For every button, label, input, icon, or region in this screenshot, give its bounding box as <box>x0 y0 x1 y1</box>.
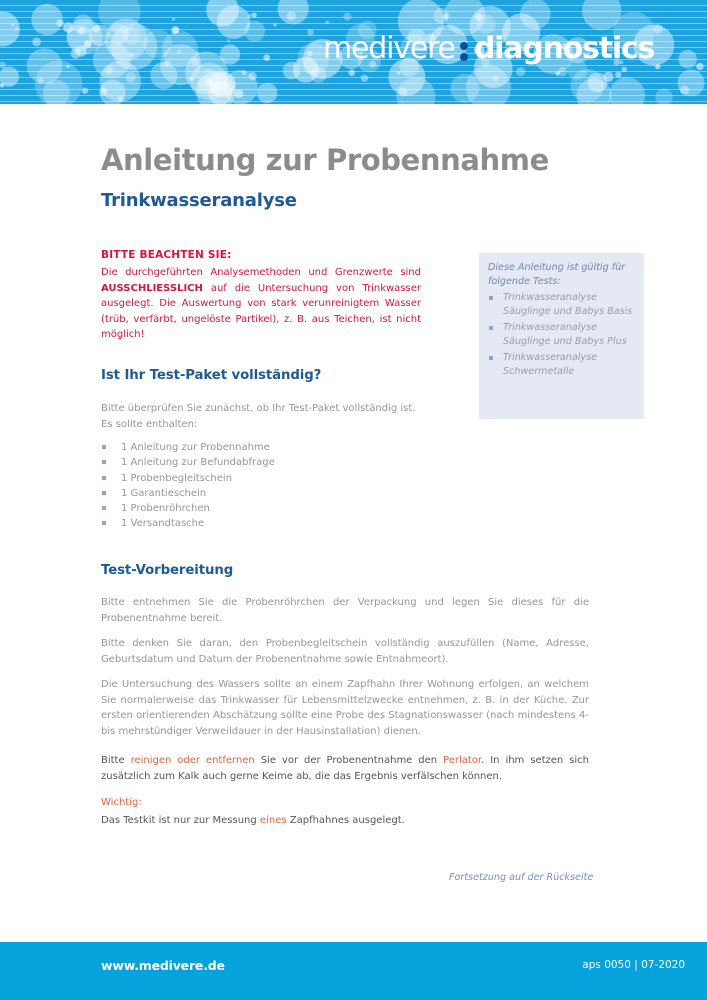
text-part: Zapfhahnes ausgelegt. <box>286 815 405 826</box>
website-link[interactable]: www.medivere.de <box>101 958 225 973</box>
notice-heading: BITTE BEACHTEN SIE: <box>101 249 232 261</box>
highlight-clean-remove: reinigen oder entfernen <box>130 755 255 766</box>
list-item: 1 Probenröhrchen <box>101 501 275 516</box>
bubble <box>244 21 265 42</box>
brand-name: medivere <box>323 30 455 66</box>
important-text <box>101 813 589 829</box>
bubble <box>31 4 62 35</box>
bubble <box>100 88 108 96</box>
highlight-one-tap: eines <box>259 815 287 826</box>
bubble <box>520 0 551 29</box>
bubble <box>82 88 88 94</box>
double-dot-icon <box>460 36 468 61</box>
bubble <box>125 72 135 82</box>
bubble <box>172 18 175 21</box>
bubble <box>263 54 270 61</box>
bubble <box>162 31 198 67</box>
bubble <box>450 74 479 103</box>
document-code: aps 0050 | 07-2020 <box>582 959 685 971</box>
preparation-paragraph-1: Bitte entnehmen Sie die Probenröhrchen der Verpackung und legen Sie dieses für die Probenentnahme bereit. <box>101 597 589 624</box>
bubble <box>615 72 621 78</box>
package-intro-line: Es sollte enthalten: <box>101 418 198 430</box>
footer-bar <box>0 942 707 1000</box>
bubble <box>558 67 567 76</box>
bubble <box>0 11 20 46</box>
text-part: . In ihm setzen sich zusätzlich zum Kalk auch gerne Keime ab, die das Ergebnis verfälschen können. <box>101 755 590 782</box>
list-item: Trinkwasseranalyse Schwermetalle <box>488 351 636 379</box>
bubble <box>273 23 276 26</box>
bubble <box>516 67 525 76</box>
continuation-note: Fortsetzung auf der Rückseite <box>449 872 594 883</box>
brand-logo <box>323 30 654 66</box>
bubble <box>679 50 697 68</box>
bubble <box>129 53 133 57</box>
bubble <box>0 62 6 69</box>
bubble <box>89 25 110 46</box>
section-heading-package-check: Ist Ihr Test-Paket vollständig? <box>101 368 322 383</box>
text-part: Bitte <box>101 755 131 766</box>
bubble <box>622 67 627 72</box>
list-item: 1 Anleitung zur Probennahme <box>101 440 275 455</box>
notice-block <box>101 249 421 343</box>
infobox-intro: Diese Anleitung ist gültig für folgende Tests: <box>488 262 626 287</box>
bubble <box>100 60 141 101</box>
validity-infobox <box>479 253 644 419</box>
bubble <box>655 88 673 104</box>
bubble <box>108 23 129 44</box>
package-contents-list <box>101 440 275 532</box>
bubble <box>361 75 368 82</box>
perlator-paragraph <box>101 753 589 784</box>
list-item: 1 Garantieschein <box>101 486 275 501</box>
bubble <box>287 11 296 20</box>
package-intro <box>101 401 589 432</box>
valid-tests-list <box>488 291 636 379</box>
notice-text-part: auf die Untersuchung von Trinkwasser ausgelegt. Die Auswertung von stark verunreinigtem Wasser (trüb, verfärbt, ungelöste Partikel), z. B. aus Teichen, ist nicht möglich! <box>101 282 421 340</box>
notice-emphasis: AUSSCHLIESSLICH <box>101 282 203 294</box>
preparation-paragraph-3: Die Untersuchung des Wassers sollte an einem Zapfhahn Ihrer Wohnung erfolgen, an welchem Sie normalerweise das Trinkwasser für Lebensmittelzwecke entnehmen, z. B. in der Küche. Zur ersten orientierenden Abschätzung sollte eine Probe des Stagnationswasser (nach mindestens 4- bis mehrstündiger Verweildauer in der Hausinstallation) dienen. <box>101 679 589 737</box>
bubble <box>32 38 41 47</box>
bubble <box>475 13 482 20</box>
page-subtitle: Trinkwasseranalyse <box>101 190 297 211</box>
bubble <box>349 70 355 76</box>
list-item: Trinkwasseranalyse Säuglinge und Babys Plus <box>488 321 636 349</box>
bubble <box>326 21 329 24</box>
bubble <box>247 14 251 18</box>
bubble <box>443 14 449 20</box>
list-item: 1 Probenbegleitschein <box>101 471 275 486</box>
header-banner <box>0 0 707 104</box>
highlight-perlator: Perlator <box>443 755 482 766</box>
section-heading-preparation: Test-Vorbereitung <box>101 563 234 578</box>
bubble <box>252 13 257 18</box>
list-item: 1 Anleitung zur Befundabfrage <box>101 455 275 470</box>
list-item: Trinkwasseranalyse Säuglinge und Babys Basis <box>488 291 636 319</box>
bubble <box>609 77 645 104</box>
bubble <box>696 63 703 70</box>
important-label: Wichtig: <box>101 797 142 808</box>
notice-text <box>101 265 421 343</box>
bubble <box>588 73 608 93</box>
bubble <box>680 86 689 95</box>
page-title: Anleitung zur Probennahme <box>101 143 549 177</box>
bubble <box>223 70 258 104</box>
text-part: Sie vor der Probenentnahme den <box>254 755 444 766</box>
bubble <box>307 29 314 36</box>
bubble <box>343 13 351 21</box>
text-part: Das Testkit ist nur zur Messung <box>101 815 260 826</box>
bubble <box>257 83 278 104</box>
package-intro-line: Bitte überprüfen Sie zunächst, ob Ihr Test-Paket vollständig ist. <box>101 403 416 414</box>
preparation-paragraph-2: Bitte denken Sie daran, den Probenbegleitschein vollständig auszufüllen (Name, Adresse, Geburtsdatum und Datum der Probenentnahme sowie Entnahmeort). <box>101 638 589 665</box>
bubble <box>0 67 19 87</box>
brand-suffix: diagnostics <box>473 30 655 66</box>
bubble <box>227 39 230 42</box>
list-item: 1 Versandtasche <box>101 516 275 531</box>
notice-text-part: Die durchgeführten Analysemethoden und Grenzwerte sind <box>101 267 421 278</box>
